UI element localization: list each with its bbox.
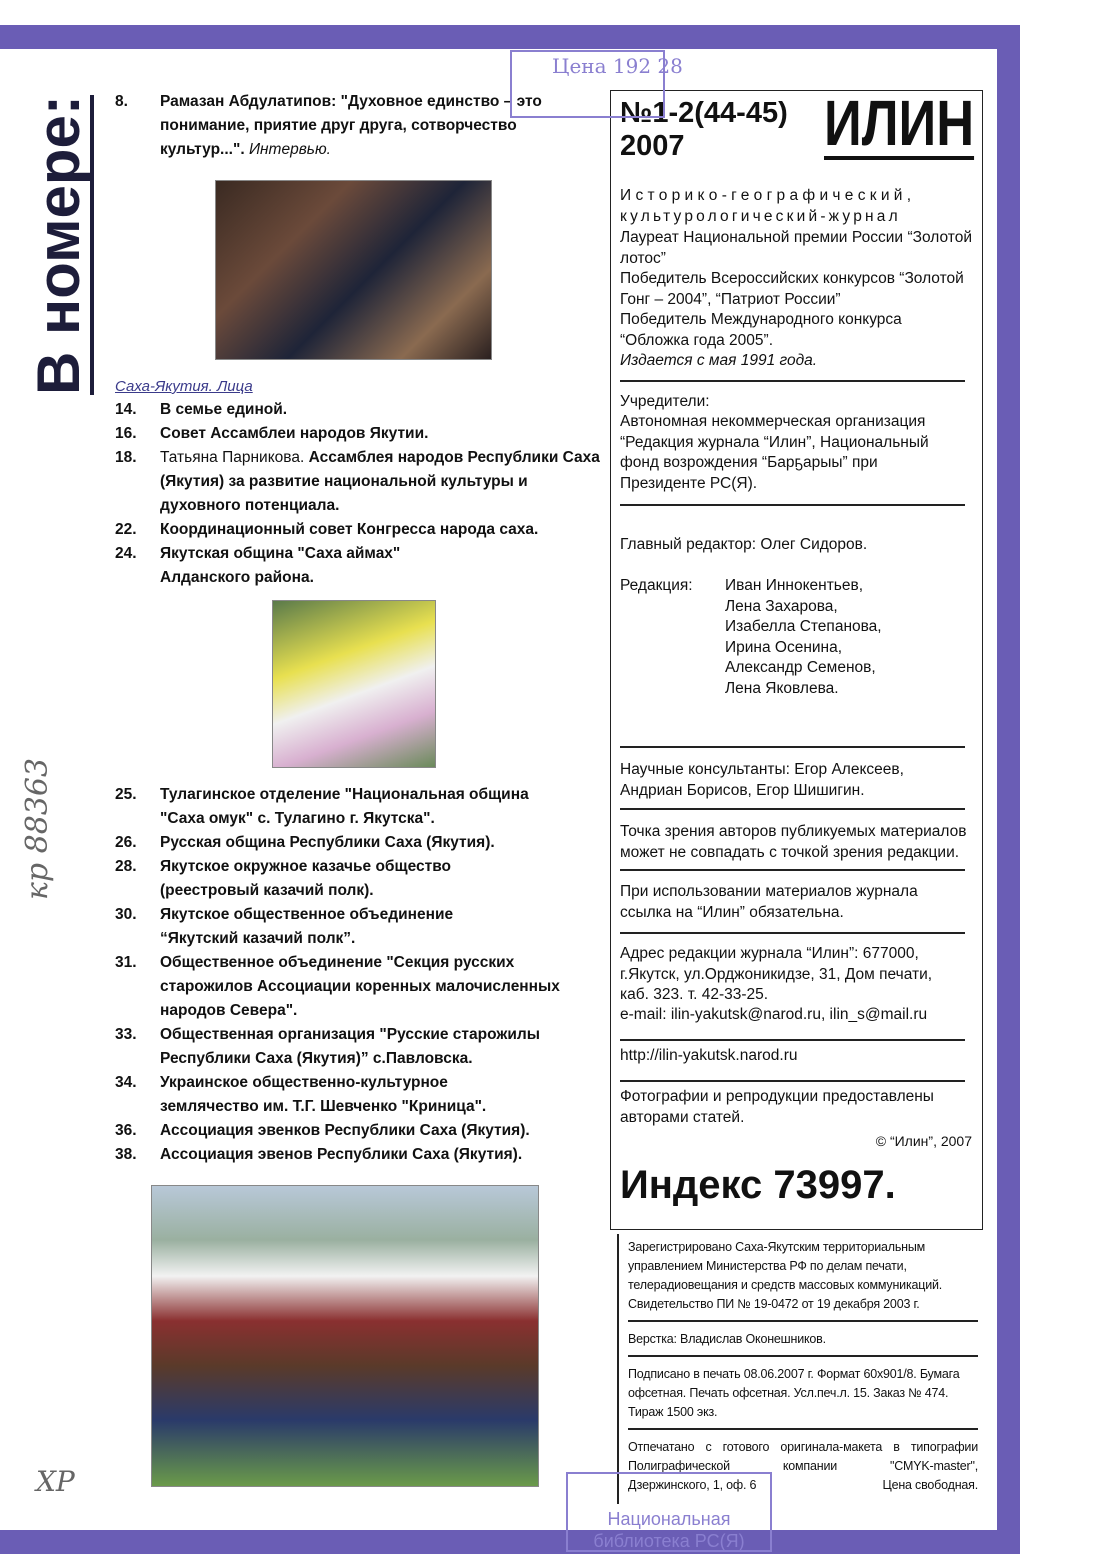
- divider: [620, 932, 965, 934]
- about-line: Историко-географический,: [620, 187, 916, 204]
- library-stamp: Национальная библиотека РС(Я): [566, 1472, 772, 1552]
- toc-item: [115, 542, 600, 590]
- subscription-index: Индекс 73997.: [620, 1163, 896, 1207]
- toc-item: [115, 1119, 600, 1143]
- toc-bottom: [115, 783, 600, 1167]
- toc-num: 38.: [115, 1146, 137, 1163]
- frame-right: [997, 25, 1020, 1554]
- imprint-rule: [617, 1234, 619, 1504]
- toc-item: [115, 951, 600, 1023]
- toc-item: [115, 1071, 600, 1119]
- printer: Отпечатано с готового оригинала-макета в типографии Полиграфической компании "CMYK-master",: [628, 1440, 978, 1473]
- chief-editor: Главный редактор: Олег Сидоров.: [620, 536, 868, 553]
- divider: [620, 504, 965, 506]
- toc-text: Общественная организация "Русские старожилы Республики Саха (Якутия)” с.Павловска.: [160, 1026, 540, 1067]
- price: Цена свободная.: [882, 1478, 978, 1492]
- toc-text: Общественное объединение "Секция русских старожилов Ассоциации коренных малочисленных народов Севера".: [160, 954, 560, 1019]
- toc-title: Ассамблея народов Республики Саха (Якутия) за развитие национальной культуры и духовного потенциала.: [160, 449, 600, 514]
- copyright: © “Илин”, 2007: [875, 1133, 972, 1149]
- staff-name: Лена Захарова,: [725, 597, 838, 615]
- staff-name: Лена Яковлева.: [725, 679, 839, 697]
- issue: №1-2(44-45): [620, 97, 788, 129]
- toc-item: [115, 831, 600, 855]
- divider: [620, 380, 965, 382]
- registration: Зарегистрировано Саха-Якутским территориальным управлением Министерства РФ по делам печати, телерадиовещания и средств массовых коммуникаций. Свидетельство ПИ № 19-0472 от 19 декабря 2003 г.: [628, 1240, 943, 1311]
- toc-num: 22.: [115, 521, 137, 538]
- about-line: Победитель Всероссийских конкурсов “Золотой Гонг – 2004”, “Патриот России”: [620, 270, 964, 308]
- toc-item: [115, 398, 600, 422]
- toc-item: [115, 1143, 600, 1167]
- toc-item: [115, 783, 600, 831]
- toc-item: [115, 855, 600, 903]
- frame-bottom: [0, 1530, 1020, 1554]
- toc-num: 24.: [115, 545, 137, 562]
- toc-text: Тулагинское отделение "Национальная община "Саха омук" с. Тулагино г. Якутска".: [160, 786, 529, 827]
- print-info: Подписано в печать 08.06.2007 г. Формат 60x901/8. Бумага офсетная. Печать офсетная. Усл.печ.л. 15. Заказ № 474. Тираж 1500 экз.: [628, 1367, 960, 1419]
- toc-item: [115, 518, 600, 542]
- toc-num: 34.: [115, 1074, 137, 1091]
- toc-text: Русская община Республики Саха (Якутия).: [160, 834, 495, 851]
- printer-address: Дзержинского, 1, оф. 6: [628, 1478, 757, 1492]
- toc-text: Ассоциация эвенков Республики Саха (Якутия).: [160, 1122, 530, 1139]
- about-line: культурологический-журнал: [620, 208, 901, 225]
- toc-item: [115, 1023, 600, 1071]
- frame-top: [0, 25, 1020, 49]
- photo-children: [272, 600, 436, 768]
- toc-author: Татьяна Парникова.: [160, 449, 305, 466]
- about-line: Победитель Международного конкурса “Обложка года 2005”.: [620, 311, 902, 349]
- divider: [628, 1355, 978, 1357]
- layout-credit: Верстка: Владислав Оконешников.: [628, 1332, 826, 1346]
- toc-num: 16.: [115, 425, 137, 442]
- toc-middle: [115, 398, 600, 590]
- toc-title: Рамазан Абдулатипов: "Духовное единство – это понимание, приятие друг друга, сотворчество культур...".: [160, 93, 542, 158]
- page-title: В номере:: [25, 95, 92, 395]
- email[interactable]: e-mail: ilin-yakutsk@narod.ru, ilin_s@mail.ru: [620, 1006, 928, 1023]
- about-line: Лауреат Национальной премии России “Золотой лотос”: [620, 229, 972, 267]
- consultants: Научные консультанты: Егор Алексеев, Андриан Борисов, Егор Шишигин.: [620, 761, 904, 799]
- citation-notice: При использовании материалов журнала ссылка на “Илин” обязательна.: [620, 883, 918, 921]
- divider: [620, 808, 965, 810]
- staff-list: [725, 576, 965, 699]
- photo-interview: [215, 180, 492, 360]
- disclaimer: Точка зрения авторов публикуемых материалов может не совпадать с точкой зрения редакции.: [620, 823, 967, 861]
- toc-genre: Интервью.: [248, 141, 331, 158]
- staff-name: Иван Иннокентьев,: [725, 577, 864, 594]
- divider: [620, 746, 965, 748]
- handwritten-initials: ХР: [36, 1465, 75, 1498]
- section-label: Саха-Якутия. Лица: [115, 378, 253, 395]
- toc-num: 18.: [115, 449, 137, 466]
- staff-name: Ирина Осенина,: [725, 638, 843, 656]
- logo: ИЛИН: [824, 87, 975, 159]
- divider: [620, 1080, 965, 1082]
- toc-text: Якутское общественное объединение “Якутский казачий полк”.: [160, 906, 454, 947]
- founders-text: Автономная некоммерческая организация “Редакция журнала “Илин”, Национальный фонд возрождения “Барҕарыы” при Президенте РС(Я).: [620, 413, 929, 492]
- toc-text: Ассоциация эвенов Республики Саха (Якутия).: [160, 1146, 523, 1163]
- toc-text: Якутская община "Саха аймах" Алданского района.: [160, 545, 401, 586]
- toc-item: [115, 446, 600, 518]
- price-stamp: Цена 192 28: [510, 50, 665, 118]
- toc-text: [160, 446, 600, 518]
- imprint-block: [628, 1238, 978, 1495]
- toc-num: 14.: [115, 401, 137, 418]
- toc-num: 33.: [115, 1026, 137, 1043]
- toc-num: 30.: [115, 906, 137, 923]
- photo-credit: Фотографии и репродукции предоставлены авторами статей.: [620, 1088, 934, 1126]
- issue-year: 2007: [620, 130, 685, 162]
- divider: [620, 869, 965, 871]
- toc-text: Украинское общественно-культурное землячество им. Т.Г. Шевченко "Криница".: [160, 1074, 487, 1115]
- photo-women: [151, 1185, 539, 1487]
- toc-num: 36.: [115, 1122, 137, 1139]
- toc-text: Координационный совет Конгресса народа саха.: [160, 521, 539, 538]
- staff-name: Александр Семенов,: [725, 659, 876, 676]
- handwritten-number: кр 88363: [20, 757, 55, 900]
- toc-item: [115, 422, 600, 446]
- website-link[interactable]: http://ilin-yakutsk.narod.ru: [620, 1047, 798, 1064]
- founders-label: Учредители:: [620, 393, 710, 410]
- toc-text: Совет Ассамблеи народов Якутии.: [160, 425, 429, 442]
- staff-label: Редакция:: [620, 577, 693, 594]
- about-line: Издается с мая 1991 года.: [620, 352, 818, 369]
- toc-text: В семье единой.: [160, 401, 288, 418]
- toc-item: [115, 903, 600, 951]
- toc-num: 28.: [115, 858, 137, 875]
- toc-text: Якутское окружное казачье общество (реестровый казачий полк).: [160, 858, 452, 899]
- toc-num: 25.: [115, 786, 137, 803]
- divider: [628, 1428, 978, 1430]
- address: Адрес редакции журнала “Илин”: 677000, г.Якутск, ул.Орджоникидзе, 31, Дом печати, каб. 323. т. 42-33-25.: [620, 945, 933, 1003]
- divider: [620, 1039, 965, 1041]
- toc-num: 8.: [115, 93, 128, 110]
- staff-name: Изабелла Степанова,: [725, 618, 882, 635]
- divider: [628, 1320, 978, 1322]
- toc-num: 31.: [115, 954, 137, 971]
- toc-num: 26.: [115, 834, 137, 851]
